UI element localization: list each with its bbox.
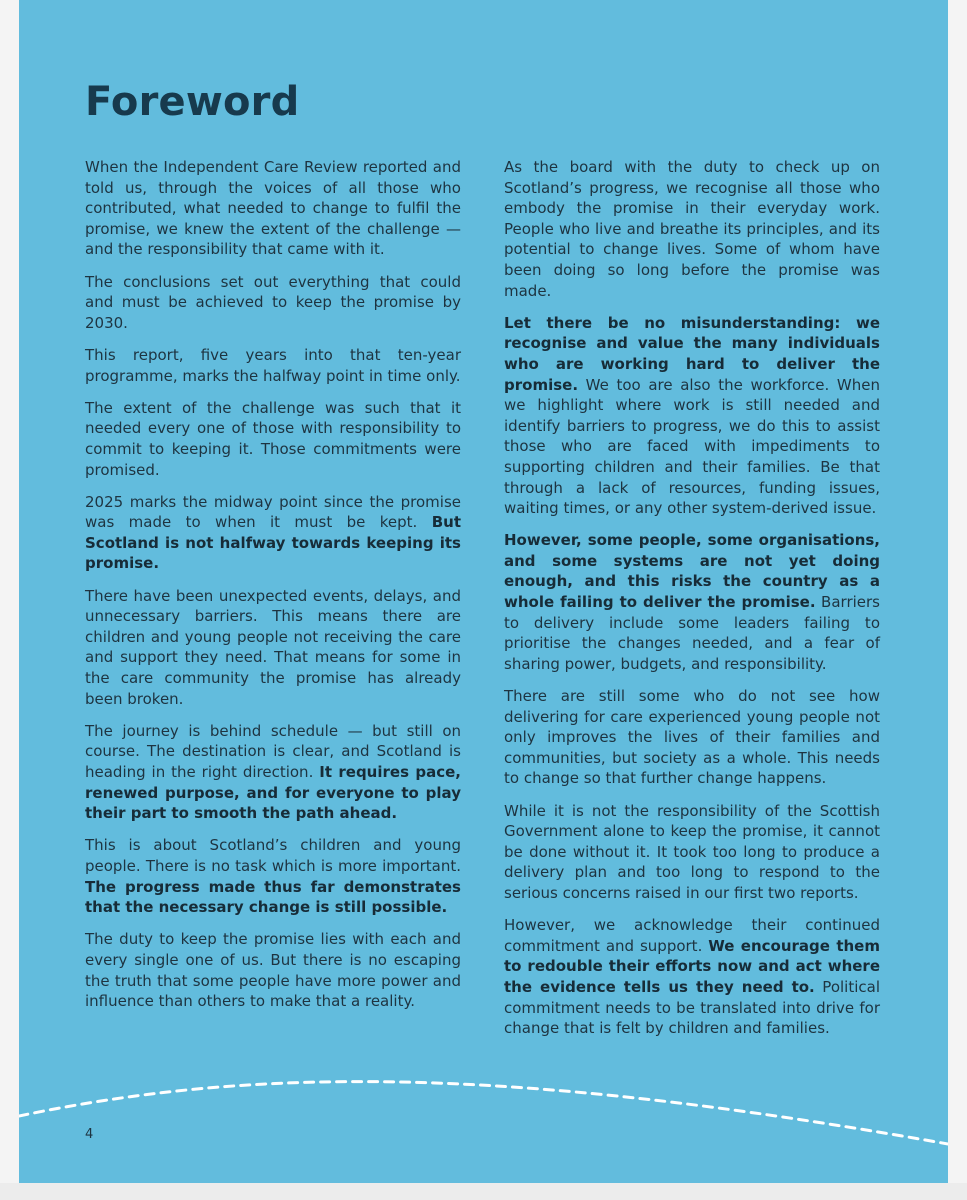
paragraph — [504, 313, 880, 519]
bold-text-segment: The progress made thus far demonstrates that the necessary change is still possible. — [85, 877, 461, 917]
paragraph — [85, 929, 461, 1011]
paragraph — [85, 272, 461, 334]
paragraph — [85, 157, 461, 260]
paragraph — [85, 492, 461, 574]
text-segment: Barriers to delivery include some leaders failing to prioritise the changes needed, and a fear of sharing power, budgets, and responsibility. — [504, 593, 880, 673]
page-title: Foreword — [85, 79, 300, 125]
text-segment: The extent of the challenge was such that it needed every one of those with responsibility to commit to keeping it. Those commitments were promised. — [85, 398, 461, 479]
bold-text-segment: We encourage them to redouble their efforts now and act where the evidence tells us they need to. — [504, 936, 880, 996]
text-segment: While it is not the responsibility of the Scottish Government alone to keep the promise, it cannot be done without it. It took too long to produce a delivery plan and too long to respond to the serious concerns raised in our first two reports. — [504, 801, 880, 902]
text-segment: Political commitment needs to be translated into drive for change that is felt by children and families. — [504, 977, 880, 1038]
paragraph — [85, 721, 461, 824]
paragraph — [504, 157, 880, 301]
text-segment: This report, five years into that ten-year programme, marks the halfway point in time only. — [85, 345, 461, 385]
decorative-wave-line — [19, 1070, 948, 1150]
paragraph — [504, 686, 880, 789]
text-segment: The journey is behind schedule — but still on course. The destination is clear, and Scotland is heading in the right direction. — [85, 721, 461, 781]
left-text-column — [85, 157, 461, 1023]
paragraph — [504, 530, 880, 674]
paragraph — [85, 398, 461, 480]
text-segment: There are still some who do not see how delivering for care experienced young people not only improves the lives of their families and communities, but society as a whole. This needs to change so that further change happens. — [504, 687, 880, 788]
paragraph — [504, 915, 880, 1039]
document-page — [19, 0, 948, 1183]
paragraph — [85, 345, 461, 386]
paragraph — [504, 801, 880, 904]
page-number: 4 — [85, 1127, 94, 1142]
text-segment: The duty to keep the promise lies with each and every single one of us. But there is no escaping the truth that some people have more power and influence than others to make that a reality. — [85, 930, 461, 1011]
bold-text-segment: But Scotland is not halfway towards keeping its promise. — [85, 513, 461, 573]
bold-text-segment: However, some people, some organisations, and some systems are not yet doing enough, and this risks the country as a whole failing to deliver the promise. — [504, 531, 880, 612]
text-segment: We too are also the workforce. When we highlight where work is still needed and identify barriers to progress, we do this to assist those who are faced with impediments to supporting children and their families. Be that through a lack of resources, funding issues, waiting times, or any other system-derived issue. — [504, 375, 880, 518]
text-segment: As the board with the duty to check up on Scotland’s progress, we recognise all those who embody the promise in their everyday work. People who live and breathe its principles, and its potential to change lives. Some of whom have been doing so long before the promise was made. — [504, 158, 880, 300]
viewer-bottom-edge — [0, 1183, 967, 1200]
text-segment: 2025 marks the midway point since the promise was made to when it must be kept. — [85, 492, 461, 532]
text-segment: There have been unexpected events, delays, and unnecessary barriers. This means there are children and young people not receiving the care and support they need. That means for some in the care community the promise has already been broken. — [85, 586, 461, 708]
text-segment: When the Independent Care Review reported and told us, through the voices of all those who contributed, what needed to change to fulfil the promise, we knew the extent of the challenge — and the responsibility that came with it. — [85, 158, 461, 259]
text-segment: The conclusions set out everything that could and must be achieved to keep the promise by 2030. — [85, 272, 461, 332]
paragraph — [85, 835, 461, 917]
text-segment: However, we acknowledge their continued commitment and support. — [504, 916, 880, 955]
bold-text-segment: It requires pace, renewed purpose, and for everyone to play their part to smooth the path ahead. — [85, 763, 461, 823]
bold-text-segment: Let there be no misunderstanding: we recognise and value the many individuals who are working hard to deliver the promise. — [504, 313, 880, 394]
text-segment: This is about Scotland’s children and young people. There is no task which is more important. — [85, 836, 461, 875]
right-text-column — [504, 157, 880, 1050]
paragraph — [85, 586, 461, 710]
